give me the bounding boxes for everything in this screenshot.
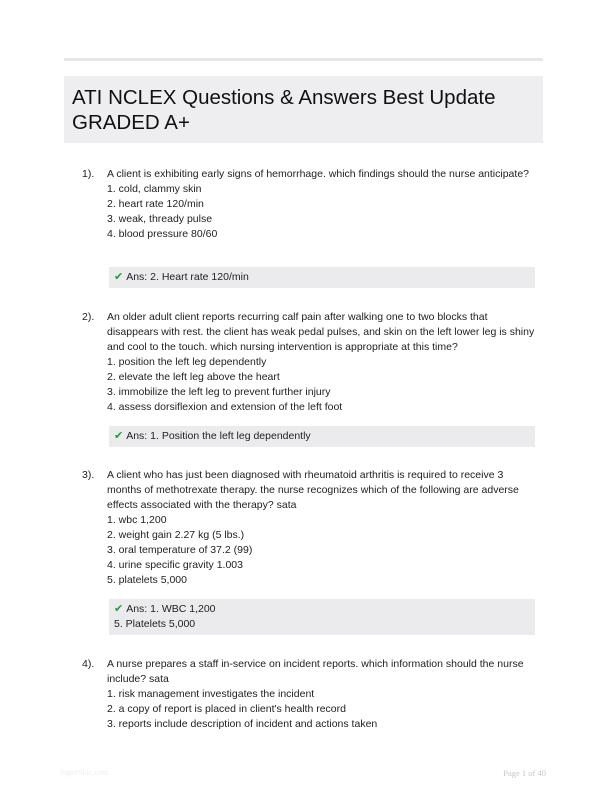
- option: 2. heart rate 120/min: [107, 198, 204, 210]
- option: 3. immobilize the left leg to prevent further injury: [107, 386, 331, 398]
- answer-text: Ans: 2. Heart rate 120/min: [126, 271, 249, 283]
- question-body: [107, 657, 535, 732]
- question-text: A client who has just been diagnosed with rheumatoid arthritis is required to receive 3 months of methotrexate therapy. the nurse recognizes which of the following are adverse effects associated with the therapy? sata: [107, 469, 519, 511]
- option: 1. cold, clammy skin: [107, 183, 202, 195]
- question-number: 4).: [82, 658, 95, 670]
- answer-box: [109, 599, 535, 635]
- question-number: 1).: [82, 168, 95, 180]
- option: 4. urine specific gravity 1.003: [107, 559, 243, 571]
- option: 2. elevate the left leg above the heart: [107, 371, 280, 383]
- option: 1. wbc 1,200: [107, 514, 167, 526]
- answer-text: Ans: 1. WBC 1,200: [126, 603, 216, 615]
- option: 3. weak, thready pulse: [107, 213, 213, 225]
- question-body: [107, 167, 535, 242]
- option: 3. oral temperature of 37.2 (99): [107, 544, 253, 556]
- option: 1. position the left leg dependently: [107, 356, 267, 368]
- top-divider: [64, 58, 543, 61]
- question-text: A client is exhibiting early signs of hemorrhage. which findings should the nurse anticipate?: [107, 168, 529, 180]
- answer-text: Ans: 1. Position the left leg dependently: [126, 430, 311, 442]
- footer-watermark: PaperSbic.com: [60, 768, 109, 777]
- title-banner: [64, 76, 543, 143]
- answer-box: [109, 426, 535, 447]
- answer-box: [109, 267, 535, 288]
- question-body: [107, 310, 535, 415]
- option: 3. reports include description of incident and actions taken: [107, 718, 378, 730]
- option: 2. weight gain 2.27 kg (5 lbs.): [107, 529, 245, 541]
- check-icon: ✔: [114, 271, 124, 283]
- check-icon: ✔: [114, 430, 124, 442]
- option: 5. platelets 5,000: [107, 574, 187, 586]
- question-text: A nurse prepares a staff in-service on incident reports. which information should the nurse include? sata: [107, 658, 524, 685]
- option: 1. risk management investigates the incident: [107, 688, 315, 700]
- question-body: [107, 468, 535, 588]
- question-number: 3).: [82, 469, 95, 481]
- check-icon: ✔: [114, 603, 124, 615]
- option: 4. assess dorsiflexion and extension of the left foot: [107, 401, 343, 413]
- option: 2. a copy of report is placed in client's health record: [107, 703, 346, 715]
- answer-text: 5. Platelets 5,000: [114, 618, 196, 630]
- question-text: An older adult client reports recurring calf pain after walking one to two blocks that disappears with rest. the client has weak pedal pulses, and skin on the left lower leg is shiny and cool to the touch. which nursing intervention is appropriate at this time?: [107, 311, 535, 353]
- page-number: Page 1 of 40: [503, 768, 546, 778]
- document-title: ATI NCLEX Questions & Answers Best Update GRADED A+: [72, 86, 496, 134]
- question-number: 2).: [82, 311, 95, 323]
- option: 4. blood pressure 80/60: [107, 228, 218, 240]
